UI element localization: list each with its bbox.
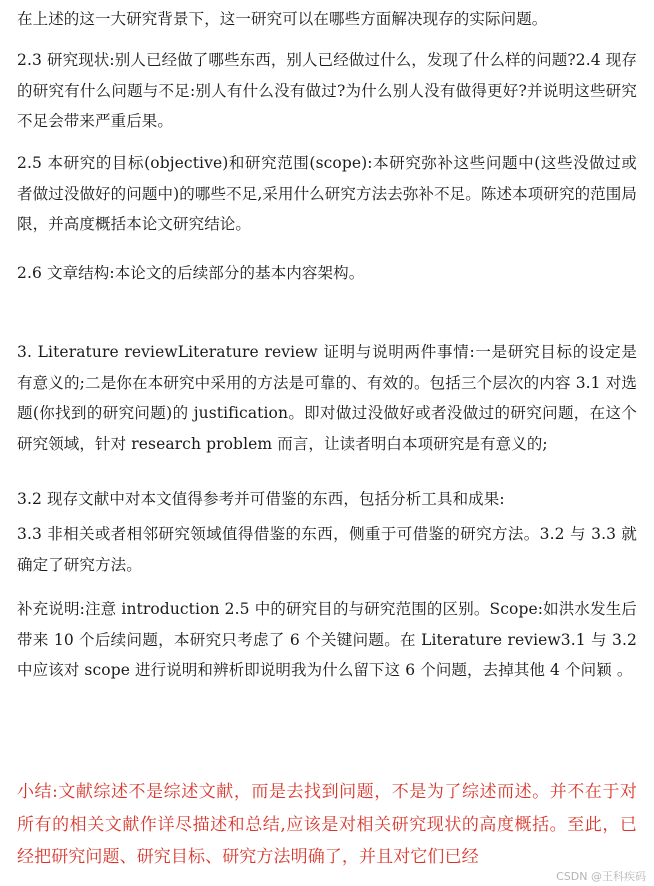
- paragraph-2-5: 2.5 本研究的目标(objective)和研究范围(scope):本研究弥补这些问题中(这些没做过或者做过没做好的问题中)的哪些不足,采用什么研究方法去弥补不足。陈述本项研究的范围局限，并高度概括本论文研究结论。: [17, 154, 637, 233]
- paragraph-2-3-2-4: 2.3 研究现状:别人已经做了哪些东西，别人已经做过什么，发现了什么样的问题?2.4 现存的研究有什么问题与不足:别人有什么没有做过?为什么别人没有做得更好?并说明这些研究不足会带来严重后果。: [17, 51, 637, 130]
- paragraph-context: 在上述的这一大研究背景下，这一研究可以在哪些方面解决现存的实际问题。: [17, 10, 548, 28]
- paragraph-3-literature-review: 3. Literature reviewLiterature review 证明与说明两件事情:一是研究目标的设定是有意义的;二是你在本研究中采用的方法是可靠的、有效的。包括三个层次的内容 3.1 对选题(你找到的研究问题)的 justification。即对做过没做好或者没做过的研究问题，在这个研究领域，针对 research problem 而言，让读者明白本项研究是有意义的;: [17, 343, 637, 453]
- paragraph-3-3: 3.3 非相关或者相邻研究领域值得借鉴的东西，侧重于可借鉴的研究方法。3.2 与 3.3 就确定了研究方法。: [17, 525, 637, 574]
- csdn-watermark: CSDN @王科疾码: [556, 870, 646, 883]
- paragraph-3-2: 3.2 现存文献中对本文值得参考并可借鉴的东西，包括分析工具和成果:: [17, 490, 505, 508]
- summary-paragraph: 小结:文献综述不是综述文献，而是去找到问题，不是为了综述而述。并不在于对所有的相关文献作详尽描述和总结,应该是对相关研究现状的高度概括。至此，已经把研究问题、研究目标、研究方法明确了，并且对它们已经: [17, 782, 637, 867]
- paragraph-2-6: 2.6 文章结构:本论文的后续部分的基本内容架构。: [17, 264, 365, 282]
- paragraph-supplement: 补充说明:注意 introduction 2.5 中的研究目的与研究范围的区别。Scope:如洪水发生后带来 10 个后续问题，本研究只考虑了 6 个关键问题。在 Literature review3.1 与 3.2 中应该对 scope 进行说明和辨析即说明我为什么留下这 6 个问题，去掉其他 4 个问颖 。: [17, 600, 637, 679]
